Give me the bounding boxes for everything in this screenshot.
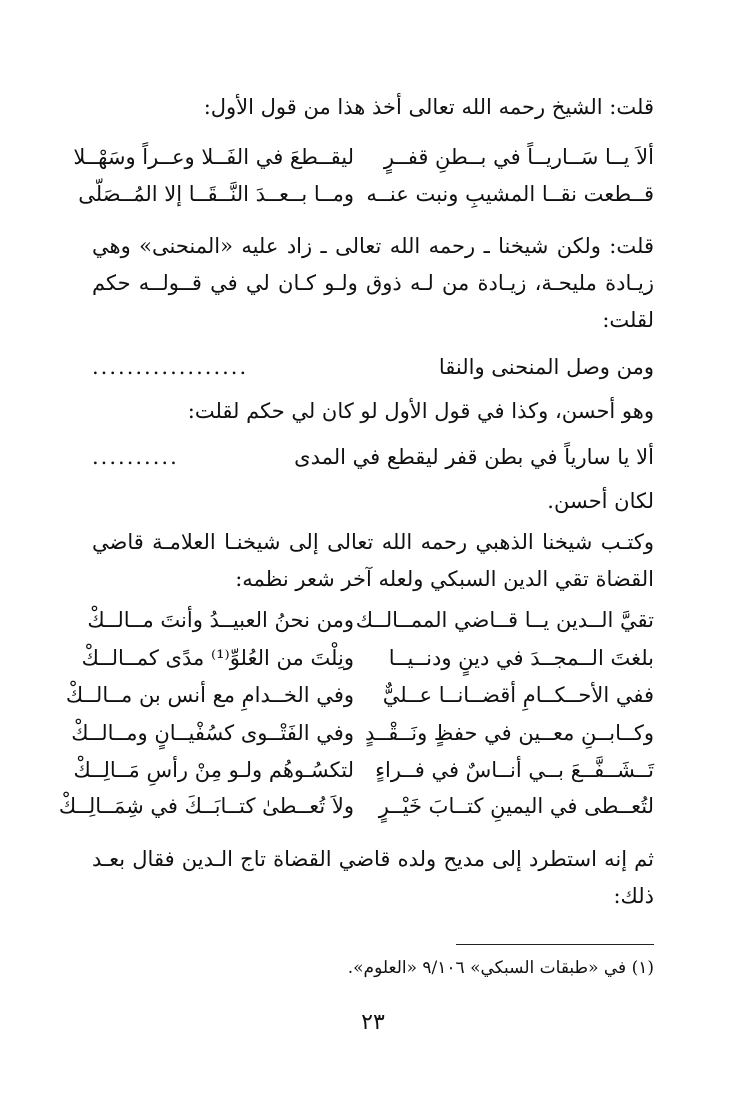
spaced-line [92, 440, 654, 474]
verse-1 [73, 140, 654, 174]
verse-2-first-hemistich: قــطعت نقــا المشيبِ ونبت عنــه [366, 182, 654, 206]
poem-verse-6 [58, 789, 654, 823]
poem-verse-4-second: وفي الفَتْــوى كسُفْيــانٍ ومــالــكْ [71, 721, 354, 745]
poem-verse-5-first: تَــشَــفَّــعَ بــي أنــاسٌ في فــراءٍ [375, 758, 654, 782]
footnote-separator [456, 944, 654, 945]
poem-verse-4 [71, 716, 654, 750]
spaced-line-ellipsis: .......... [92, 445, 179, 469]
spaced-line-text: ألا يا سارياً في بطن قفر ليقطع في المدى [294, 445, 654, 469]
poem-verse-3-first: ففي الأحــكــامِ أقضــانــا عــليٌّ [382, 683, 654, 707]
verse-2 [78, 177, 654, 211]
poem-verse-5-second: لتكسُـوهُم ولـو مِنْ رأسِ مَــالِــكْ [73, 758, 354, 782]
closing-paragraph: ثم إنه استطرد إلى مديح ولده قاضي القضاة تاج الـدين فقال بعـد ذلك: [92, 847, 654, 908]
comment-paragraph: قلت: ولكن شيخنا ـ رحمه الله تعالى ـ زاد عليه «المنحنى» وهي زيـادة مليحـة، زيـادة من لـه ذوق ولـو كـان لي في قــولــه حكم لقلت: [92, 234, 654, 332]
poem-verse-6-second: ولاَ تُعــطىٰ كتــابَــكَ في شِمَــالِــكْ [58, 794, 354, 818]
half-verse-line [92, 350, 654, 384]
verse-2-second-hemistich: ومــا بــعــدَ النَّــقَــا إلا المُــصَلّى [78, 182, 354, 206]
half-verse-text: ومن وصل المنحنى والنقا [438, 355, 654, 379]
verse-1-second-hemistich: ليقــطعَ في الفَــلا وعــراً وسَهْــلا [73, 145, 354, 169]
poem-verse-2-second: ونِلْتَ من العُلوِّ⁽¹⁾ مدًى كمــالــكْ [81, 646, 354, 670]
half-verse-ellipsis: .................. [92, 355, 249, 379]
page-number: ٢٣ [361, 1010, 385, 1035]
second-comment: وهو أحسن، وكذا في قول الأول لو كان لي حكم لقلت: [187, 399, 654, 423]
intro-line: قلت: الشيخ رحمه الله تعالى أخذ هذا من قول الأول: [203, 95, 654, 119]
poem-verse-6-first: لتُعــطى في اليمينِ كتــابَ خَيْــرٍ [378, 794, 654, 818]
poem-verse-1 [87, 603, 654, 637]
poem-verse-5 [73, 753, 654, 787]
footnote: (١) في «طبقات السبكي» ٩/١٠٦ «العلوم». [347, 958, 654, 978]
poem-verse-1-first: تقيَّ الــدين يــا قــاضي الممــالــك [355, 608, 654, 632]
poem-verse-1-second: ومن نحنُ العبيــدُ وأنتَ مــالــكْ [87, 608, 354, 632]
letter-paragraph: وكتـب شيخنا الذهبي رحمه الله تعالى إلى شيخنـا العلامـة قاضي القضاة تقي الدين السبكي ولعله آخر شعر نظمه: [92, 530, 654, 591]
poem-verse-4-first: وكــابــنِ معــين في حفظٍ ونَــقْــدٍ [364, 721, 654, 745]
poem-verse-2 [81, 641, 654, 675]
poem-verse-3-second: وفي الخــدامِ مع أنس بن مــالــكْ [65, 683, 354, 707]
conclusion-line: لكان أحسن. [547, 489, 654, 513]
poem-verse-2-first: بلغتَ الــمجــدَ في دينٍ ودنــيــا [388, 646, 654, 670]
poem-verse-3 [65, 678, 654, 712]
verse-1-first-hemistich: ألاَ يــا سَــاريــاً في بــطنِ قفــرٍ [383, 145, 654, 169]
